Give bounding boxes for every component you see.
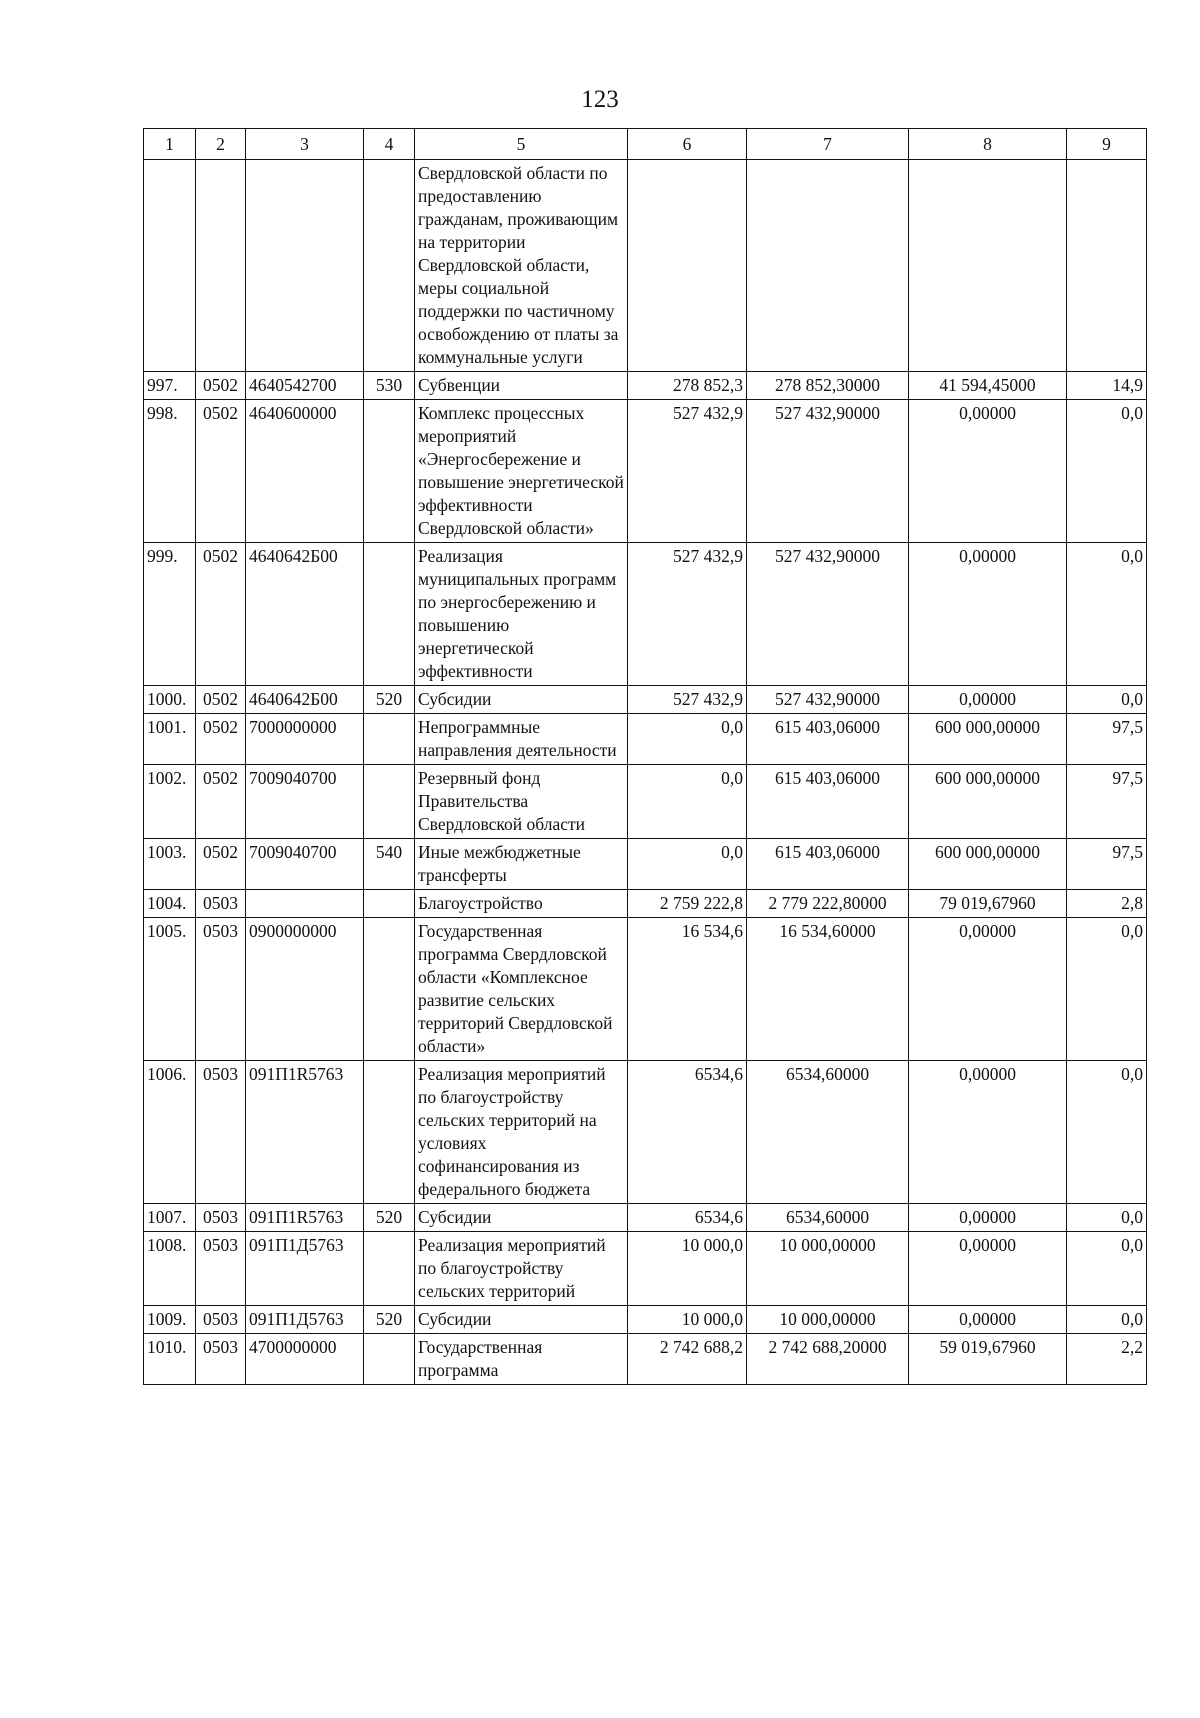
executed-amount: 0,00000	[909, 1232, 1067, 1306]
approved-amount: 0,0	[628, 714, 747, 765]
row-number: 1003.	[144, 839, 196, 890]
percent-executed: 97,5	[1067, 839, 1147, 890]
executed-amount: 0,00000	[909, 918, 1067, 1061]
section-code: 0503	[196, 1306, 246, 1334]
expense-type	[364, 890, 415, 918]
approved-amount: 278 852,3	[628, 372, 747, 400]
row-number: 1006.	[144, 1061, 196, 1204]
expense-type	[364, 1061, 415, 1204]
item-name: Государственная программа Свердловской области «Комплексное развитие сельских территорий Свердловской области»	[415, 918, 628, 1061]
executed-amount: 600 000,00000	[909, 714, 1067, 765]
percent-executed: 0,0	[1067, 1232, 1147, 1306]
section-code: 0503	[196, 918, 246, 1061]
expense-type: 520	[364, 1306, 415, 1334]
target-code: 4640642Б00	[246, 543, 364, 686]
percent-executed: 97,5	[1067, 765, 1147, 839]
percent-executed: 0,0	[1067, 1204, 1147, 1232]
expense-type: 530	[364, 372, 415, 400]
approved-amount: 10 000,0	[628, 1306, 747, 1334]
executed-amount: 600 000,00000	[909, 839, 1067, 890]
percent-executed: 0,0	[1067, 1306, 1147, 1334]
row-number: 997.	[144, 372, 196, 400]
section-code: 0502	[196, 839, 246, 890]
row-number: 1005.	[144, 918, 196, 1061]
target-code	[246, 890, 364, 918]
item-name: Субсидии	[415, 1204, 628, 1232]
expense-type	[364, 918, 415, 1061]
section-code: 0502	[196, 400, 246, 543]
refined-amount: 615 403,06000	[747, 839, 909, 890]
row-number: 1009.	[144, 1306, 196, 1334]
item-name: Свердловской области по предоставлению гражданам, проживающим на территории Свердловской области, меры социальной поддержки по частичному освобождению от платы за коммунальные услуги	[415, 160, 628, 372]
item-name: Непрограммные направления деятельности	[415, 714, 628, 765]
executed-amount: 59 019,67960	[909, 1334, 1067, 1385]
item-name: Реализация мероприятий по благоустройству сельских территорий на условиях софинансирования из федерального бюджета	[415, 1061, 628, 1204]
expense-type	[364, 160, 415, 372]
target-code: 091П1Д5763	[246, 1232, 364, 1306]
item-name: Благоустройство	[415, 890, 628, 918]
approved-amount: 0,0	[628, 839, 747, 890]
column-header: 5	[415, 129, 628, 160]
table-row	[144, 839, 1147, 890]
section-code: 0503	[196, 1232, 246, 1306]
approved-amount: 2 759 222,8	[628, 890, 747, 918]
row-number: 1010.	[144, 1334, 196, 1385]
table-row	[144, 160, 1147, 372]
refined-amount: 2 779 222,80000	[747, 890, 909, 918]
refined-amount: 527 432,90000	[747, 543, 909, 686]
refined-amount: 6534,60000	[747, 1204, 909, 1232]
refined-amount: 527 432,90000	[747, 400, 909, 543]
table-row	[144, 1232, 1147, 1306]
row-number: 1004.	[144, 890, 196, 918]
column-header: 8	[909, 129, 1067, 160]
item-name: Субсидии	[415, 1306, 628, 1334]
budget-table	[143, 128, 1147, 1385]
target-code: 4640542700	[246, 372, 364, 400]
percent-executed: 0,0	[1067, 918, 1147, 1061]
table-row	[144, 714, 1147, 765]
executed-amount: 0,00000	[909, 1306, 1067, 1334]
percent-executed: 97,5	[1067, 714, 1147, 765]
table-row	[144, 1334, 1147, 1385]
table-row	[144, 543, 1147, 686]
item-name: Иные межбюджетные трансферты	[415, 839, 628, 890]
expense-type	[364, 543, 415, 686]
target-code: 4640600000	[246, 400, 364, 543]
target-code	[246, 160, 364, 372]
page-number: 123	[581, 86, 619, 113]
approved-amount: 10 000,0	[628, 1232, 747, 1306]
expense-type: 540	[364, 839, 415, 890]
executed-amount: 0,00000	[909, 1061, 1067, 1204]
row-number: 1000.	[144, 686, 196, 714]
item-name: Реализация мероприятий по благоустройству сельских территорий	[415, 1232, 628, 1306]
approved-amount: 527 432,9	[628, 686, 747, 714]
column-header: 6	[628, 129, 747, 160]
refined-amount: 6534,60000	[747, 1061, 909, 1204]
executed-amount: 0,00000	[909, 1204, 1067, 1232]
executed-amount: 0,00000	[909, 686, 1067, 714]
table-row	[144, 1306, 1147, 1334]
percent-executed	[1067, 160, 1147, 372]
section-code: 0502	[196, 714, 246, 765]
expense-type	[364, 400, 415, 543]
table-row	[144, 765, 1147, 839]
approved-amount: 6534,6	[628, 1061, 747, 1204]
table-row	[144, 890, 1147, 918]
section-code: 0503	[196, 1334, 246, 1385]
item-name: Субвенции	[415, 372, 628, 400]
expense-type: 520	[364, 686, 415, 714]
target-code: 7009040700	[246, 839, 364, 890]
target-code: 091П1R5763	[246, 1204, 364, 1232]
column-header: 2	[196, 129, 246, 160]
column-header: 4	[364, 129, 415, 160]
approved-amount	[628, 160, 747, 372]
column-header: 7	[747, 129, 909, 160]
row-number: 998.	[144, 400, 196, 543]
column-header: 1	[144, 129, 196, 160]
executed-amount: 79 019,67960	[909, 890, 1067, 918]
table-row	[144, 400, 1147, 543]
section-code: 0503	[196, 1204, 246, 1232]
approved-amount: 0,0	[628, 765, 747, 839]
item-name: Субсидии	[415, 686, 628, 714]
row-number: 999.	[144, 543, 196, 686]
table-row	[144, 1061, 1147, 1204]
target-code: 4640642Б00	[246, 686, 364, 714]
refined-amount: 10 000,00000	[747, 1232, 909, 1306]
expense-type	[364, 765, 415, 839]
row-number	[144, 160, 196, 372]
section-code: 0502	[196, 686, 246, 714]
percent-executed: 0,0	[1067, 1061, 1147, 1204]
approved-amount: 6534,6	[628, 1204, 747, 1232]
percent-executed: 2,8	[1067, 890, 1147, 918]
executed-amount: 0,00000	[909, 400, 1067, 543]
percent-executed: 14,9	[1067, 372, 1147, 400]
refined-amount: 2 742 688,20000	[747, 1334, 909, 1385]
table-row	[144, 686, 1147, 714]
target-code: 0900000000	[246, 918, 364, 1061]
refined-amount: 278 852,30000	[747, 372, 909, 400]
row-number: 1008.	[144, 1232, 196, 1306]
expense-type	[364, 1232, 415, 1306]
column-header: 3	[246, 129, 364, 160]
executed-amount: 0,00000	[909, 543, 1067, 686]
target-code: 4700000000	[246, 1334, 364, 1385]
refined-amount	[747, 160, 909, 372]
header-row	[144, 129, 1147, 160]
approved-amount: 2 742 688,2	[628, 1334, 747, 1385]
percent-executed: 0,0	[1067, 400, 1147, 543]
table-body	[144, 160, 1147, 1385]
refined-amount: 16 534,60000	[747, 918, 909, 1061]
expense-type: 520	[364, 1204, 415, 1232]
target-code: 7000000000	[246, 714, 364, 765]
section-code: 0502	[196, 543, 246, 686]
section-code: 0503	[196, 1061, 246, 1204]
row-number: 1001.	[144, 714, 196, 765]
executed-amount: 600 000,00000	[909, 765, 1067, 839]
expense-type	[364, 714, 415, 765]
item-name: Комплекс процессных мероприятий «Энергосбережение и повышение энергетической эффективности Свердловской области»	[415, 400, 628, 543]
row-number: 1007.	[144, 1204, 196, 1232]
target-code: 091П1Д5763	[246, 1306, 364, 1334]
expense-type	[364, 1334, 415, 1385]
percent-executed: 0,0	[1067, 686, 1147, 714]
section-code: 0502	[196, 372, 246, 400]
section-code	[196, 160, 246, 372]
row-number: 1002.	[144, 765, 196, 839]
item-name: Резервный фонд Правительства Свердловской области	[415, 765, 628, 839]
target-code: 7009040700	[246, 765, 364, 839]
section-code: 0502	[196, 765, 246, 839]
table-row	[144, 372, 1147, 400]
item-name: Государственная программа	[415, 1334, 628, 1385]
executed-amount	[909, 160, 1067, 372]
refined-amount: 615 403,06000	[747, 765, 909, 839]
refined-amount: 527 432,90000	[747, 686, 909, 714]
target-code: 091П1R5763	[246, 1061, 364, 1204]
section-code: 0503	[196, 890, 246, 918]
item-name: Реализация муниципальных программ по энергосбережению и повышению энергетической эффективности	[415, 543, 628, 686]
approved-amount: 527 432,9	[628, 400, 747, 543]
table-row	[144, 918, 1147, 1061]
refined-amount: 615 403,06000	[747, 714, 909, 765]
percent-executed: 0,0	[1067, 543, 1147, 686]
approved-amount: 16 534,6	[628, 918, 747, 1061]
executed-amount: 41 594,45000	[909, 372, 1067, 400]
approved-amount: 527 432,9	[628, 543, 747, 686]
column-header: 9	[1067, 129, 1147, 160]
percent-executed: 2,2	[1067, 1334, 1147, 1385]
refined-amount: 10 000,00000	[747, 1306, 909, 1334]
table-row	[144, 1204, 1147, 1232]
